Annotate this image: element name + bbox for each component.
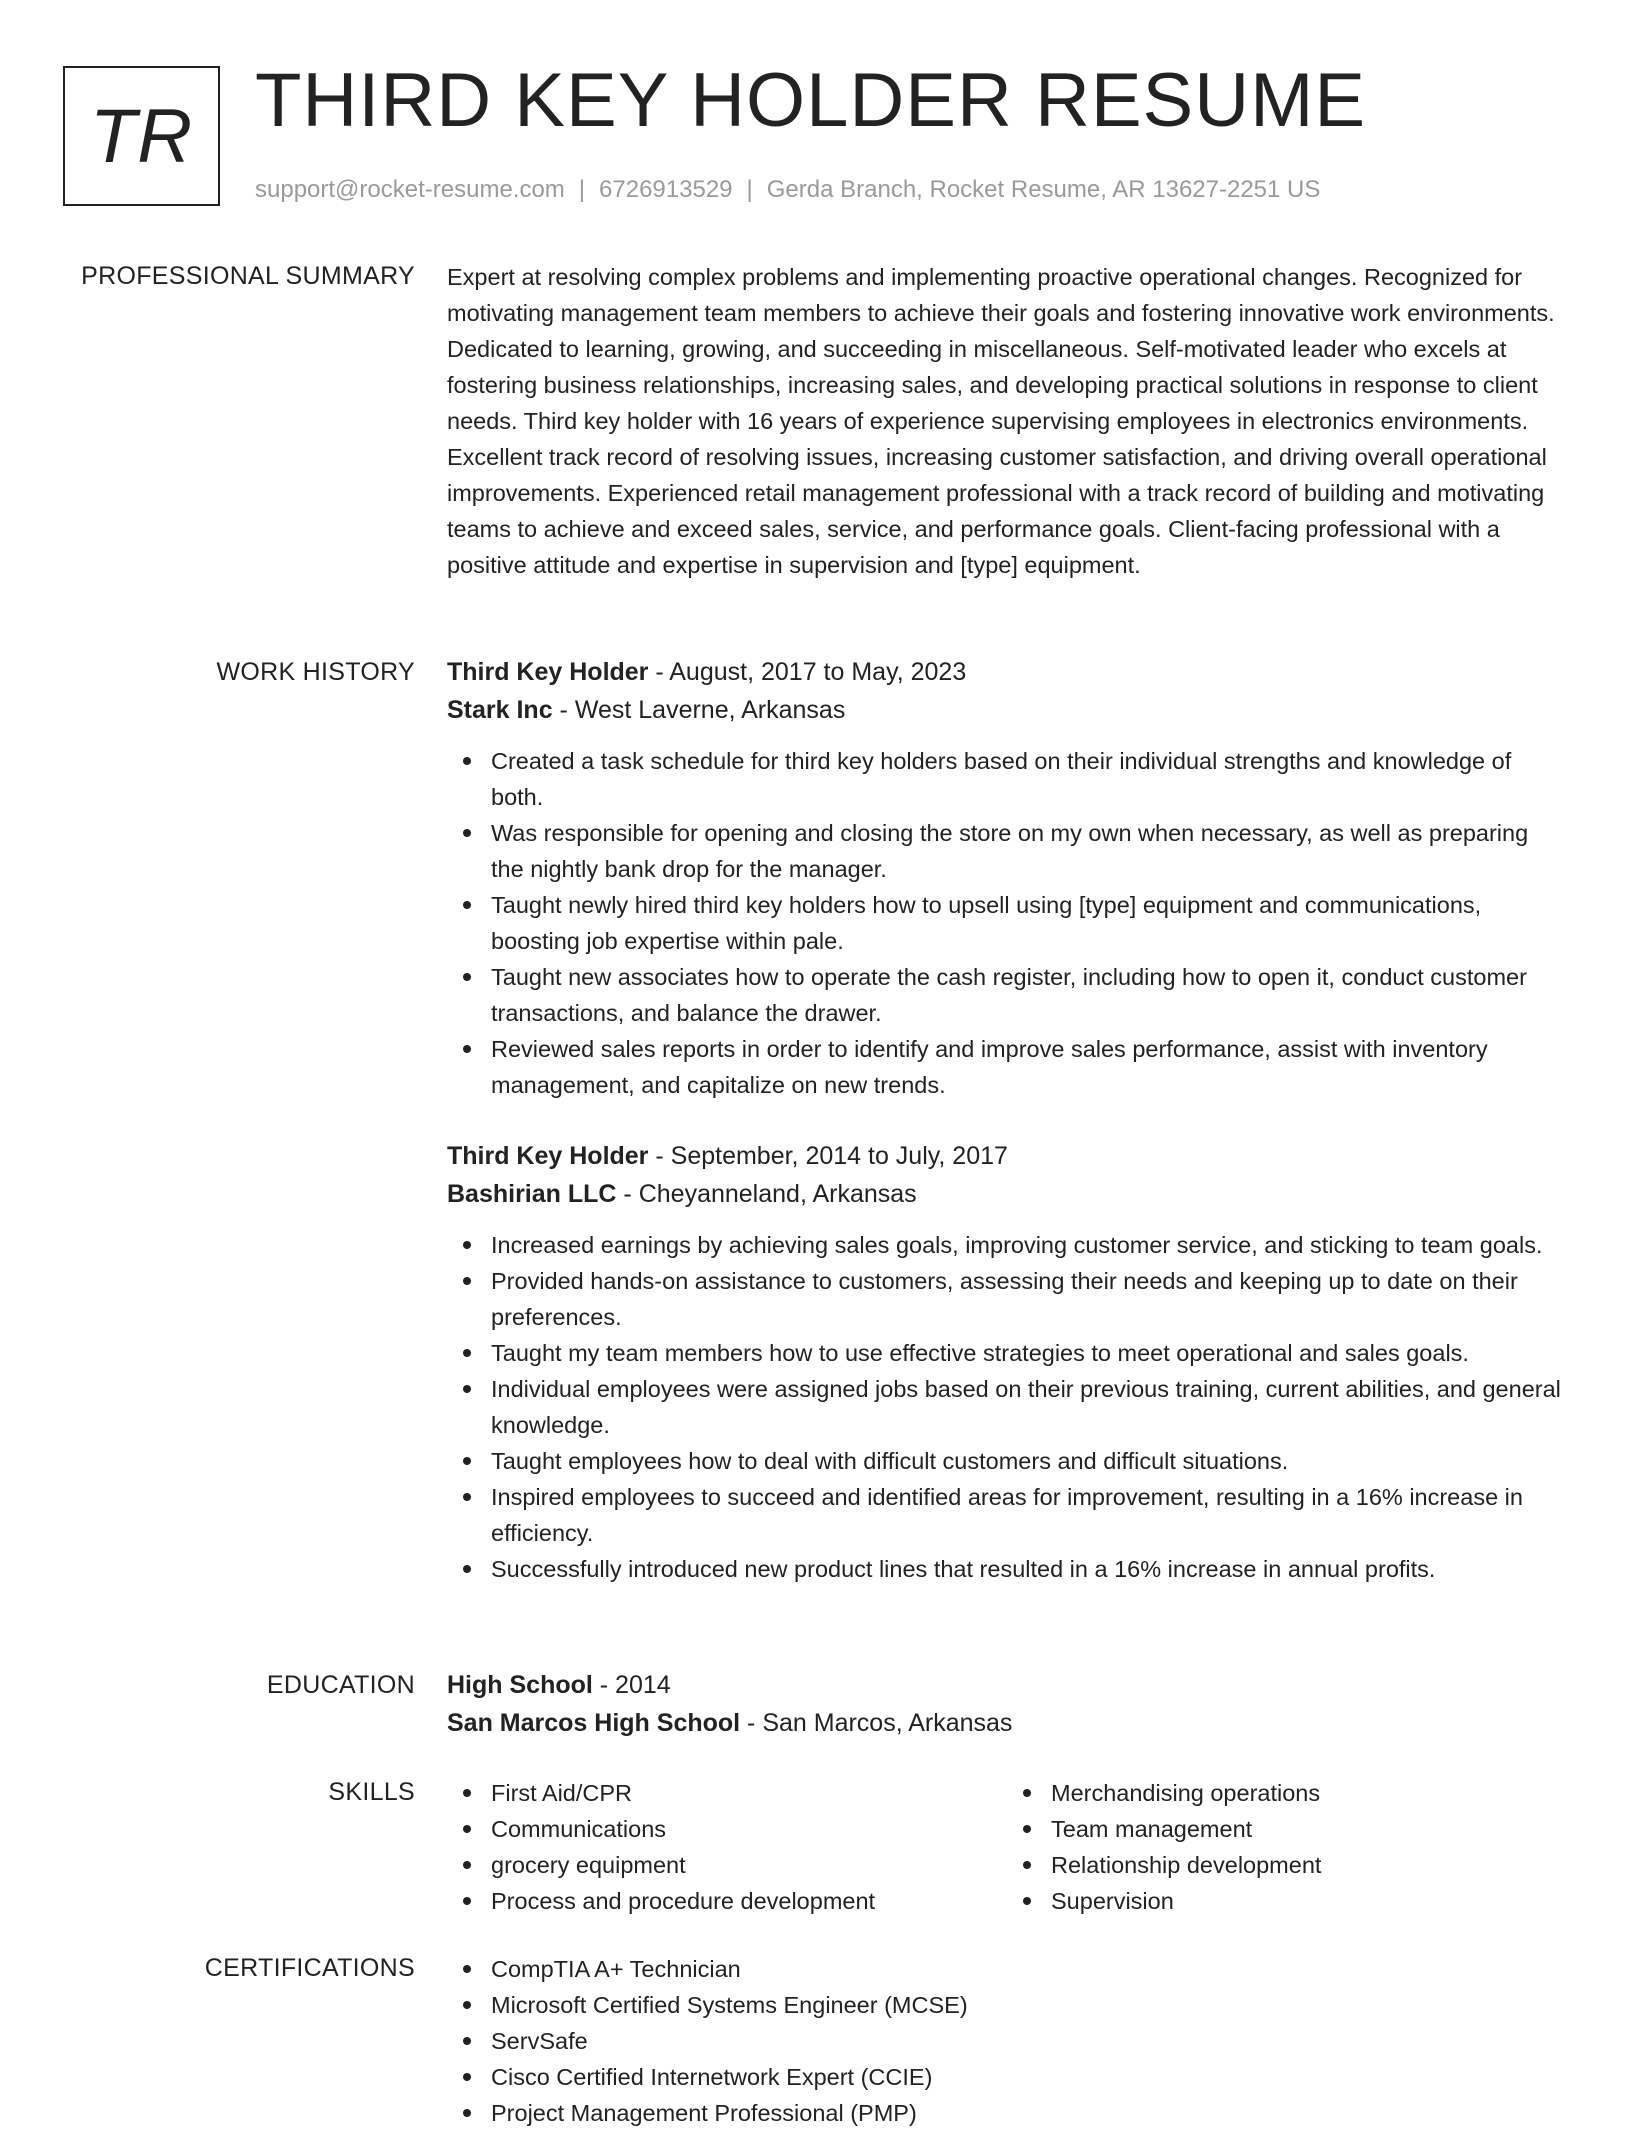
skill-item: Communications [491, 1811, 1007, 1847]
job-bullet: Increased earnings by achieving sales goals, improving customer service, and sticking to team goals. [491, 1227, 1567, 1263]
education-heading: EDUCATION [266, 1671, 415, 1699]
job-bullet: Reviewed sales reports in order to identify and improve sales performance, assist with inventory management, and capitalize on new trends. [491, 1031, 1567, 1103]
certifications-body [447, 1951, 1567, 2131]
job-location: - Cheyanneland, Arkansas [616, 1180, 917, 1208]
job-title-line [447, 653, 1567, 691]
monogram-box [63, 66, 220, 206]
certification-item: Cisco Certified Internetwork Expert (CCIE) [491, 2059, 1567, 2095]
skill-item: grocery equipment [491, 1847, 1007, 1883]
resume-title: THIRD KEY HOLDER RESUME [255, 58, 1367, 143]
certification-item: Microsoft Certified Systems Engineer (MCSE) [491, 1987, 1567, 2023]
job-bullet: Individual employees were assigned jobs based on their previous training, current abilities, and general knowledge. [491, 1371, 1567, 1443]
job-company: Bashirian LLC [447, 1180, 617, 1208]
certifications-list [447, 1951, 1567, 2131]
certification-item: ServSafe [491, 2023, 1567, 2059]
skill-item: Relationship development [1051, 1847, 1567, 1883]
contact-phone[interactable]: 6726913529 [599, 176, 733, 203]
summary-heading: PROFESSIONAL SUMMARY [81, 262, 415, 290]
skills-body [447, 1775, 1567, 1919]
job-bullet: Taught new associates how to operate the cash register, including how to open it, conduct customer transactions, and balance the drawer. [491, 959, 1567, 1031]
education-degree-line [447, 1666, 1567, 1704]
job-bullet: Provided hands-on assistance to customers, assessing their needs and keeping up to date on their preferences. [491, 1263, 1567, 1335]
job-bullet-list [447, 1227, 1567, 1587]
skill-item: Supervision [1051, 1883, 1567, 1919]
skill-item: Merchandising operations [1051, 1775, 1567, 1811]
certification-item: Project Management Professional (PMP) [491, 2095, 1567, 2131]
skills-list-left [447, 1775, 1007, 1919]
job-entry [447, 1137, 1567, 1587]
job-company-line [447, 691, 1567, 729]
summary-body [447, 259, 1567, 583]
job-company-line [447, 1175, 1567, 1213]
job-bullet: Was responsible for opening and closing the store on my own when necessary, as well as preparing the nightly bank drop for the manager. [491, 815, 1567, 887]
skills-list-right [1007, 1775, 1567, 1919]
contact-line [255, 173, 1320, 207]
certifications-heading: CERTIFICATIONS [204, 1954, 415, 1982]
job-bullet: Inspired employees to succeed and identified areas for improvement, resulting in a 16% increase in efficiency. [491, 1479, 1567, 1551]
contact-address: Gerda Branch, Rocket Resume, AR 13627-2251 US [766, 176, 1321, 203]
job-bullet-list [447, 743, 1567, 1103]
monogram-initials: TR [89, 93, 194, 179]
education-school-line [447, 1704, 1567, 1742]
contact-separator: | [746, 176, 753, 203]
job-bullet: Created a task schedule for third key holders based on their individual strengths and knowledge of both. [491, 743, 1567, 815]
job-bullet: Taught newly hired third key holders how to upsell using [type] equipment and communications, boosting job expertise within pale. [491, 887, 1567, 959]
skills-heading: SKILLS [328, 1778, 415, 1806]
job-location: - West Laverne, Arkansas [552, 696, 846, 724]
job-title: Third Key Holder [447, 1142, 649, 1170]
skill-item: Team management [1051, 1811, 1567, 1847]
job-dates: - August, 2017 to May, 2023 [648, 658, 967, 686]
contact-separator: | [578, 176, 586, 203]
certification-item: CompTIA A+ Technician [491, 1951, 1567, 1987]
contact-email[interactable]: support@rocket-resume.com [255, 176, 565, 203]
work-history-heading: WORK HISTORY [216, 658, 415, 686]
summary-text: Expert at resolving complex problems and implementing proactive operational changes. Recognized for motivating management team members to achieve their goals and fostering innovative work environments. Dedicated to learning, growing, and succeeding in miscellaneous. Self-motivated leader who excels at fostering business relationships, increasing sales, and developing practical solutions in response to client needs. Third key holder with 16 years of experience supervising employees in electronics environments. Excellent track record of resolving issues, increasing customer satisfaction, and driving overall operational improvements. Experienced retail management professional with a track record of building and motivating teams to achieve and exceed sales, service, and performance goals. Client-facing professional with a positive attitude and expertise in supervision and [type] equipment. [447, 264, 1555, 578]
work-history-body [447, 653, 1567, 1587]
education-location: - San Marcos, Arkansas [740, 1709, 1013, 1737]
job-dates: - September, 2014 to July, 2017 [648, 1142, 1008, 1170]
skill-item: First Aid/CPR [491, 1775, 1007, 1811]
job-title-line [447, 1137, 1567, 1175]
job-company: Stark Inc [447, 696, 553, 724]
job-title: Third Key Holder [447, 658, 649, 686]
job-bullet: Successfully introduced new product lines that resulted in a 16% increase in annual profits. [491, 1551, 1567, 1587]
skill-item: Process and procedure development [491, 1883, 1007, 1919]
job-entry [447, 653, 1567, 1103]
education-school: San Marcos High School [447, 1709, 741, 1737]
education-degree: High School [447, 1671, 593, 1699]
education-year: - 2014 [592, 1671, 671, 1699]
job-bullet: Taught employees how to deal with difficult customers and difficult situations. [491, 1443, 1567, 1479]
job-bullet: Taught my team members how to use effective strategies to meet operational and sales goals. [491, 1335, 1567, 1371]
education-body [447, 1666, 1567, 1742]
